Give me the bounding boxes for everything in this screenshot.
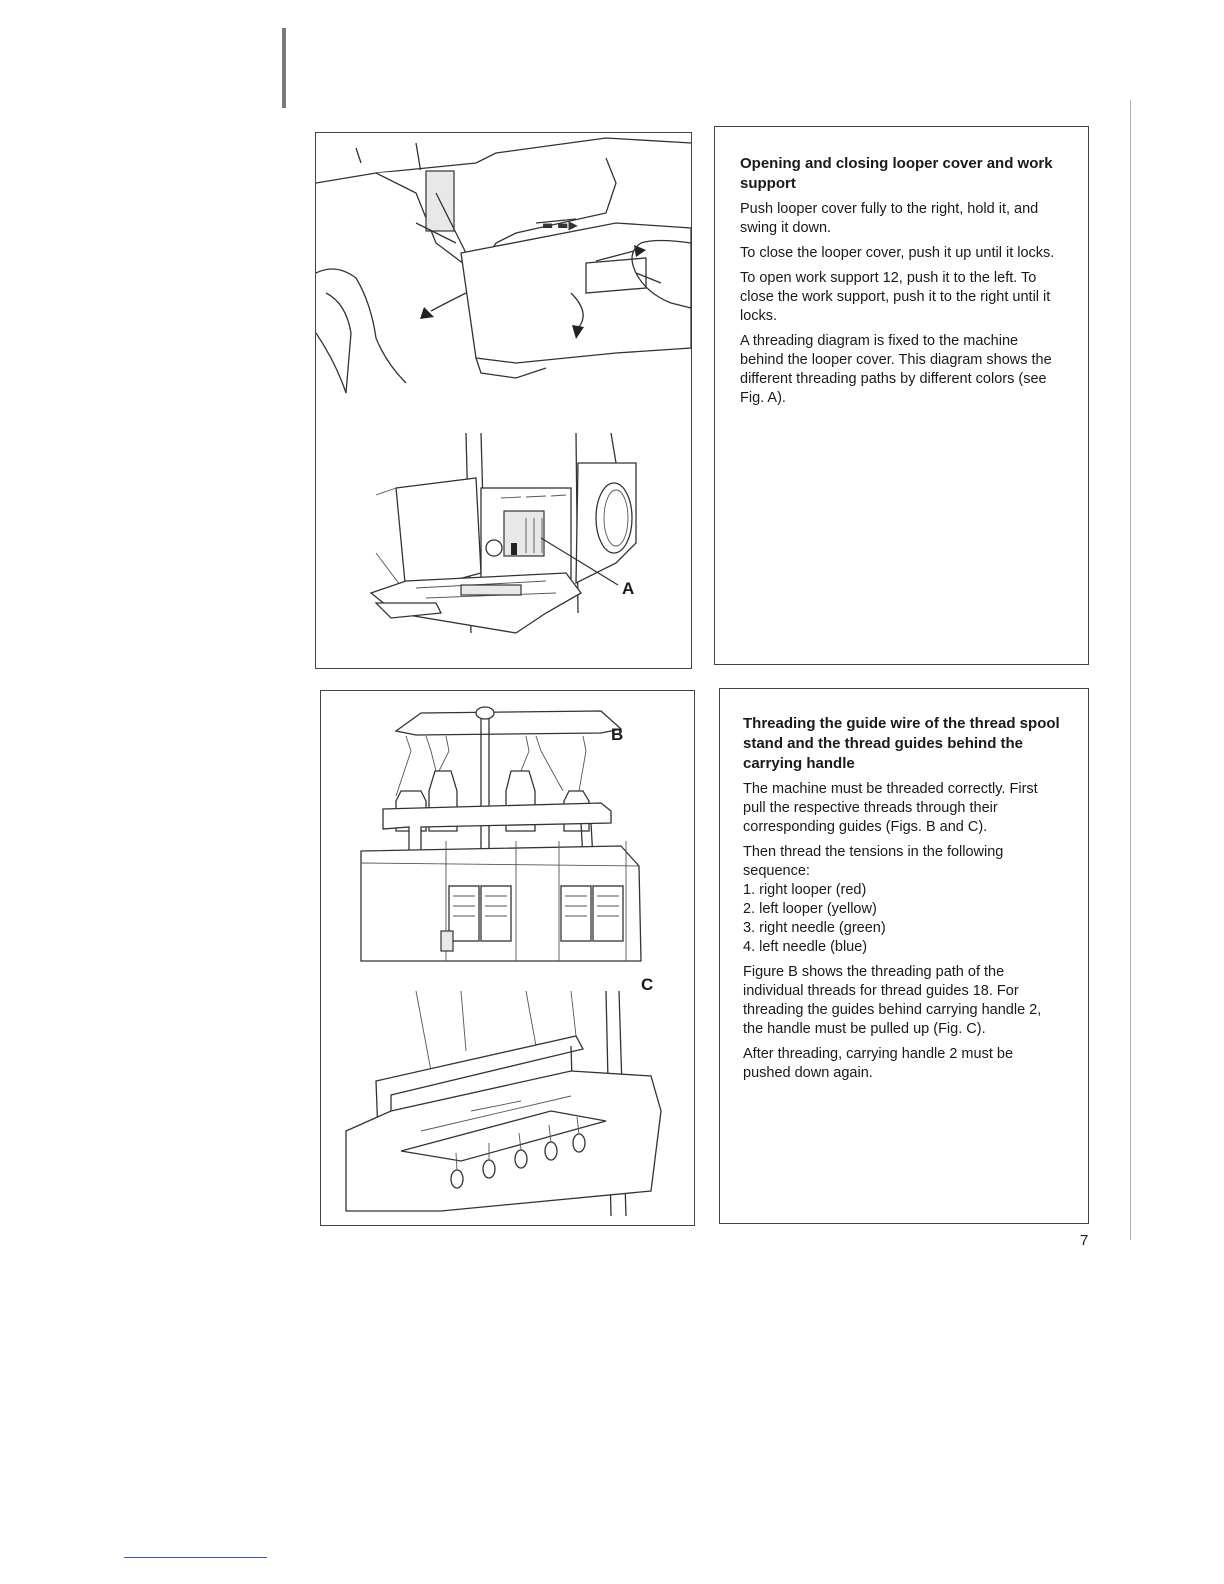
looper-cover-illustration	[316, 133, 693, 670]
bottom-underline	[124, 1557, 267, 1558]
sequence-item: 4. left needle (blue)	[743, 939, 868, 955]
handwheel-shape	[596, 483, 632, 553]
scan-artifact	[282, 28, 286, 108]
figure-label-a: A	[622, 579, 635, 598]
looper-paragraph-3: To open work support 12, push it to the left. To close the work support, push it to the right until it locks.	[740, 270, 1051, 324]
looper-paragraph-1: Push looper cover fully to the right, hold it, and swing it down.	[740, 201, 1039, 236]
threading-text-panel	[719, 688, 1089, 1224]
scan-edge-line	[1130, 100, 1131, 1240]
figure-looper-cover-panel	[315, 132, 692, 669]
figure-label-c: C	[641, 975, 654, 994]
page-number: 7	[1080, 1232, 1089, 1249]
threading-intro-1: The machine must be threaded correctly. First pull the respective threads through their corresponding guides (Figs. B and C).	[743, 781, 1038, 835]
looper-paragraph-4: A threading diagram is fixed to the machine behind the looper cover. This diagram shows the different threading paths by different colors (see Fig. A).	[740, 333, 1052, 406]
threading-intro-2: Then thread the tensions in the following sequence:	[743, 844, 1004, 879]
threading-outro-1: Figure B shows the threading path of the individual threads for thread guides 18. For threading the guides behind carrying handle 2, the handle must be pulled up (Fig. C).	[743, 964, 1042, 1037]
sequence-item: 3. right needle (green)	[743, 920, 886, 936]
figure-label-b: B	[611, 725, 624, 744]
threading-sequence-list	[743, 881, 1063, 957]
figure-thread-guides-panel	[320, 690, 695, 1226]
guide-wire-frame	[396, 711, 621, 735]
sequence-item: 1. right looper (red)	[743, 882, 867, 898]
svg-text:▬ ▬▶: ▬ ▬▶	[542, 218, 578, 232]
sequence-item: 2. left looper (yellow)	[743, 901, 877, 917]
thread-guides-illustration	[321, 691, 696, 1227]
section-heading-looper-cover: Opening and closing looper cover and work support	[740, 155, 1053, 192]
looper-paragraph-2: To close the looper cover, push it up until it locks.	[740, 245, 1055, 261]
looper-cover-text-panel	[714, 126, 1089, 665]
section-heading-threading: Threading the guide wire of the thread spool stand and the thread guides behind the carrying handle	[743, 715, 1060, 772]
threading-outro-2: After threading, carrying handle 2 must be pushed down again.	[743, 1046, 1014, 1081]
